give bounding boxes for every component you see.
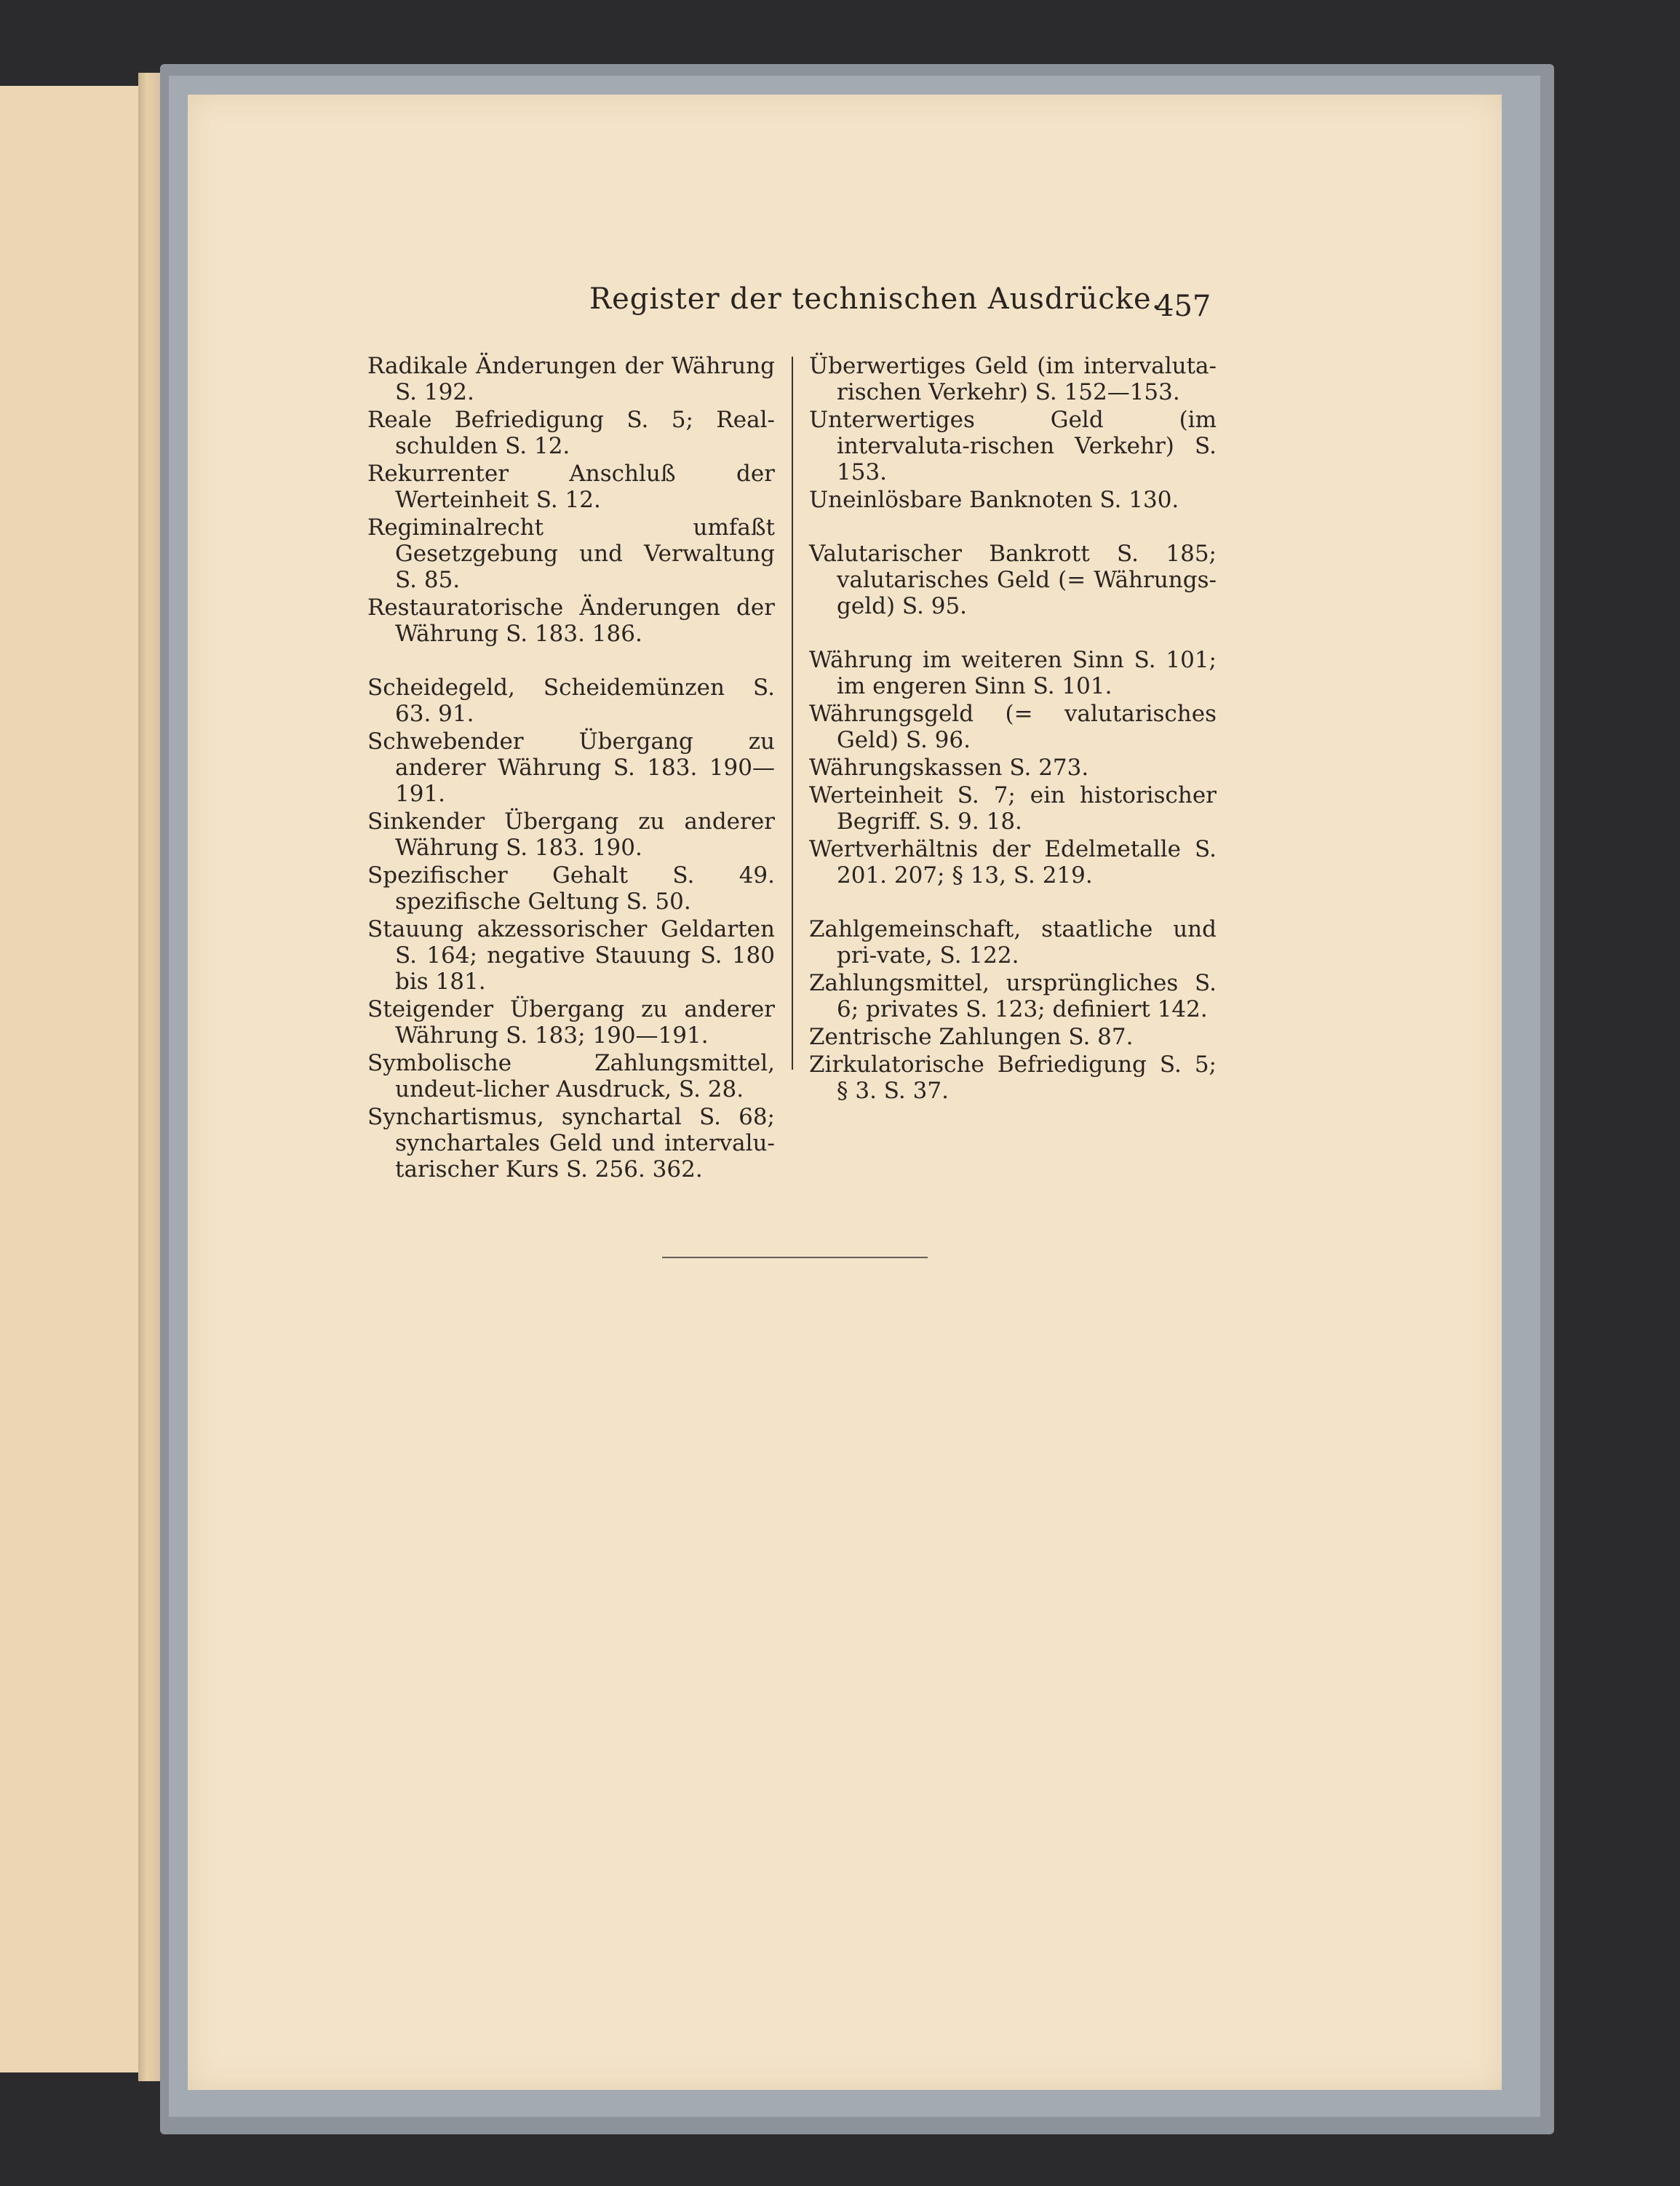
index-entry: Radikale Änderungen der Währung S. 192. [367, 353, 775, 405]
running-head: Register der technischen Ausdrücke. [589, 282, 1162, 316]
index-entry: Überwertiges Geld (im intervaluta-rischen Verkehr) S. 152—153. [809, 353, 1217, 405]
index-entry: Reale Befriedigung S. 5; Real-schulden S. 12. [367, 407, 775, 459]
entry-gap [809, 621, 1217, 647]
index-entry: Uneinlösbare Banknoten S. 130. [809, 487, 1179, 513]
end-rule [662, 1257, 928, 1258]
facing-page [0, 86, 156, 2072]
index-entry: Währungsgeld (= valutarisches Geld) S. 96. [809, 701, 1217, 753]
book-gutter [138, 73, 160, 2081]
index-entry: Werteinheit S. 7; ein historischer Begriff. S. 9. 18. [809, 782, 1217, 835]
index-entry: Regiminalrecht umfaßt Gesetzgebung und Verwaltung S. 85. [367, 514, 775, 593]
index-entry: Zahlungsmittel, ursprüngliches S. 6; privates S. 123; definiert 142. [809, 970, 1217, 1022]
column-divider [792, 357, 793, 1070]
index-entry: Restauratorische Änderungen der Währung S. 183. 186. [367, 595, 775, 647]
entry-gap [367, 648, 775, 675]
index-entry: Unterwertiges Geld (im intervaluta-rischen Verkehr) S. 153. [809, 407, 1217, 485]
index-entry: Zahlgemeinschaft, staatliche und pri-vate, S. 122. [809, 916, 1217, 969]
page-number: 457 [1155, 290, 1211, 323]
index-entry: Scheidegeld, Scheidemünzen S. 63. 91. [367, 675, 775, 727]
index-entry: Währung im weiteren Sinn S. 101; im engeren Sinn S. 101. [809, 647, 1217, 699]
index-entry: Spezifischer Gehalt S. 49. spezifische Geltung S. 50. [367, 862, 775, 915]
index-entry: Symbolische Zahlungsmittel, undeut-licher Ausdruck, S. 28. [367, 1050, 775, 1102]
index-entry: Rekurrenter Anschluß der Werteinheit S. 12. [367, 461, 775, 513]
index-entry: Sinkender Übergang zu anderer Währung S. 183. 190. [367, 808, 775, 861]
index-entry: Schwebender Übergang zu anderer Währung S. 183. 190—191. [367, 728, 775, 807]
index-entry: Stauung akzessorischer Geldarten S. 164; negative Stauung S. 180 bis 181. [367, 916, 775, 995]
index-entry: Synchartismus, synchartal S. 68; synchartales Geld und intervalu-tarischer Kurs S. 256. 362. [367, 1104, 775, 1183]
index-entry: Zentrische Zahlungen S. 87. [809, 1024, 1134, 1050]
entry-gap [809, 514, 1217, 541]
index-column-left [367, 353, 775, 1184]
index-entry: Wertverhältnis der Edelmetalle S. 201. 207; § 13, S. 219. [809, 836, 1217, 889]
index-entry: Steigender Übergang zu anderer Währung S. 183; 190—191. [367, 996, 775, 1049]
index-entry: Valutarischer Bankrott S. 185; valutarisches Geld (= Währungs-geld) S. 95. [809, 541, 1217, 619]
index-entry: Währungskassen S. 273. [809, 755, 1089, 781]
entry-gap [809, 890, 1217, 916]
index-entry: Zirkulatorische Befriedigung S. 5; § 3. S. 37. [809, 1052, 1217, 1104]
index-column-right [809, 353, 1217, 1105]
